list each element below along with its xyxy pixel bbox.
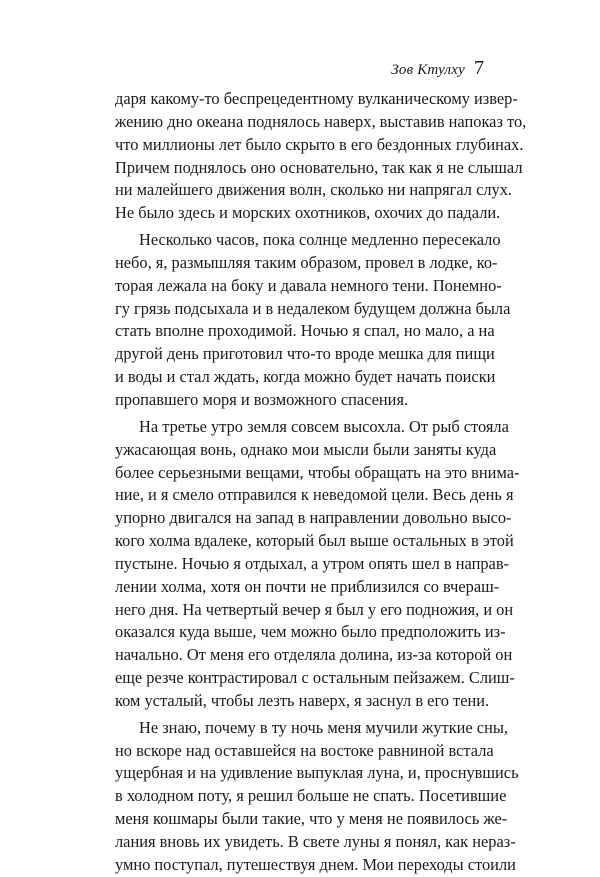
page-number: 7	[474, 57, 484, 79]
text-line: На третье утро земля совсем высохла. От рыб стояла	[139, 416, 509, 436]
text-line: лания вновь их увидеть. В свете луны я понял, как нераз-	[115, 832, 516, 851]
text-line: кого холма вдалеке, который был выше остальных в этой	[115, 531, 514, 551]
text-line: Несколько часов, пока солнце медленно пересекало	[139, 230, 501, 250]
text-line: стать вполне проходимой. Ночью я спал, но мало, а на	[115, 321, 495, 341]
running-title: Зов Ктулху	[391, 62, 465, 78]
paragraph	[115, 229, 511, 412]
text-line: жению дно океана поднялось наверх, выставив напоказ то,	[115, 111, 527, 131]
text-line: в холодном поту, я решил больше не спать. Посетившие	[115, 786, 507, 806]
text-line: Причем поднялось оно основательно, так как я не слышал	[115, 157, 523, 177]
text-line: оказался куда выше, чем можно было предположить из-	[115, 622, 506, 642]
text-line: ущербная и на удивление выпуклая луна, и, проснувшись	[115, 763, 519, 783]
text-line: что миллионы лет было скрыто в его бездонных глубинах.	[115, 134, 524, 154]
paragraph	[115, 717, 519, 877]
text-line: пропавшего моря и возможного спасения.	[115, 389, 409, 409]
text-line: ком усталый, чтобы лезть наверх, я заснул в его тени.	[115, 690, 490, 710]
text-line: меня кошмары были такие, что у меня не появилось же-	[115, 809, 508, 829]
running-header	[391, 57, 484, 80]
text-line: умно поступал, путешествуя днем. Мои переходы стоили	[115, 854, 516, 874]
text-line: ни малейшего движения волн, сколько ни напрягал слух.	[115, 180, 513, 200]
text-line: более серьезными вещами, чтобы обращать на это внима-	[115, 462, 520, 482]
paragraph	[115, 416, 520, 713]
text-line: торая лежала на боку и давала немного тени. Понемно-	[115, 275, 502, 295]
text-line: лении холма, хотя он почти не приблизился со вчераш-	[115, 576, 500, 596]
body-text	[115, 88, 527, 877]
text-line: но вскоре над оставшейся на востоке равниной встала	[115, 740, 494, 760]
text-line: него дня. На четвертый вечер я был у его подножия, и он	[115, 599, 514, 619]
text-line: другой день приготовил что-то вроде мешка для пищи	[115, 344, 495, 364]
text-line: гу грязь подсыхала и в недалеком будущем должна была	[115, 298, 511, 318]
text-line: упорно двигался на запад в направлении довольно высо-	[115, 508, 512, 528]
text-line: и воды и стал ждать, когда можно будет начать поиски	[115, 367, 496, 387]
text-line: еще резче контрастировал с остальным пейзажем. Слиш-	[115, 668, 515, 688]
text-line: ужасающая вонь, однако мои мысли были заняты куда	[115, 439, 497, 459]
text-line: начально. От меня его отделяла долина, из-за которой он	[115, 645, 513, 665]
text-line: небо, я, размышляя таким образом, провел в лодке, ко-	[115, 252, 498, 272]
text-line: Не было здесь и морских охотников, охочих до падали.	[115, 203, 501, 223]
text-line: ние, и я смело отправился к неведомой цели. Весь день я	[115, 485, 514, 505]
text-line: Не знаю, почему в ту ночь меня мучили жуткие сны,	[139, 717, 508, 737]
paragraph	[115, 88, 527, 225]
text-line: пустыне. Ночью я отдыхал, а утром опять шел в направ-	[115, 553, 510, 573]
text-line: даря какому-то беспрецедентному вулканическому извер-	[115, 89, 518, 108]
